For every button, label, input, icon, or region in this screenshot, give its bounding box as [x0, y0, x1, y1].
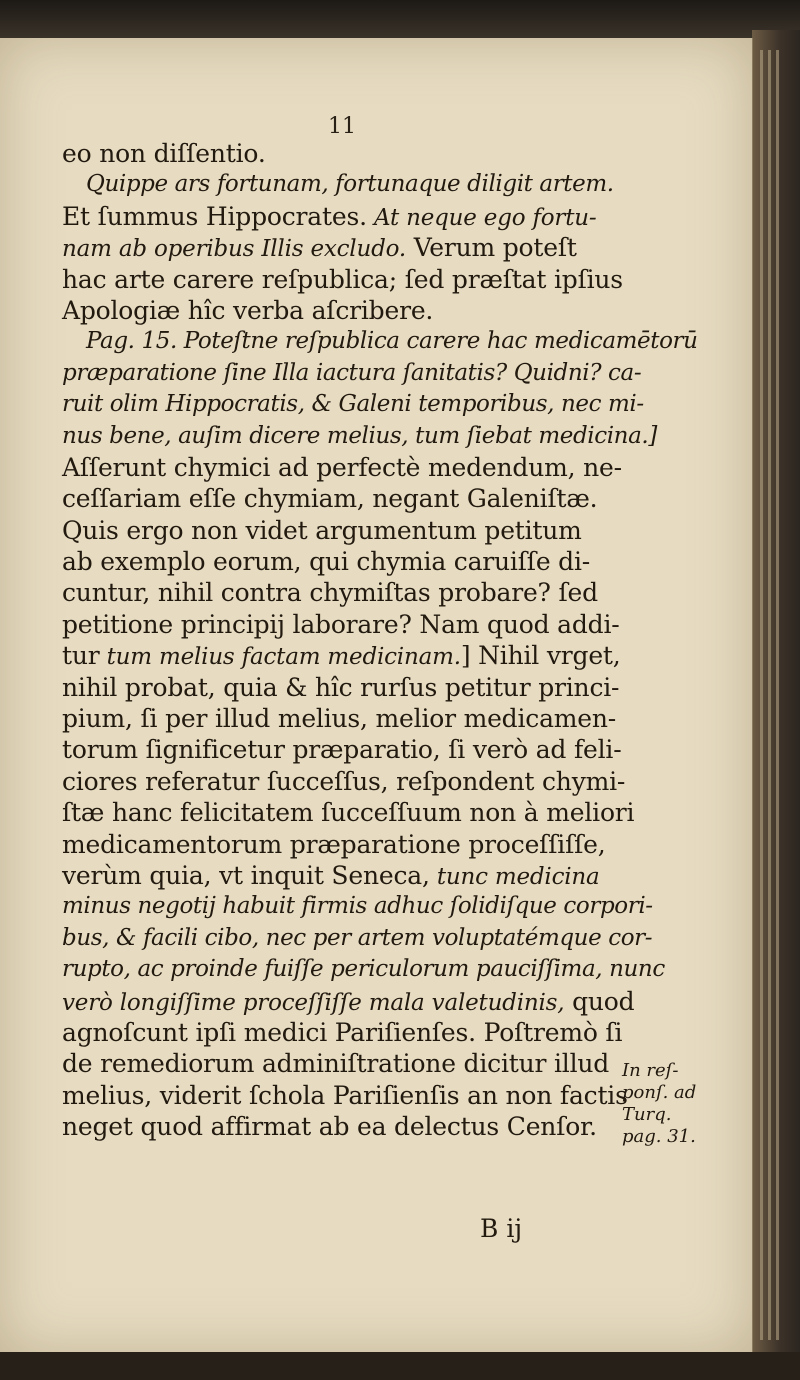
- text-line: ab exemplo eorum, qui chymia caruiſſe di-: [62, 547, 591, 577]
- scan-top-band: [0, 0, 800, 40]
- marginal-note-line: pag. 31.: [622, 1126, 696, 1147]
- text-line: torum ſignificetur præparatio, ſi verò ad feli-: [62, 735, 622, 765]
- text-line: pium, ſi per illud melius, melior medicamen-: [62, 704, 617, 734]
- text-line: Aſſerunt chymici ad perfectè medendum, ne-: [62, 452, 622, 482]
- text-line: Pag. 15. Poteſtne reſpublica carere hac medicamētorū: [86, 328, 698, 355]
- marginal-note-line: In reſ-: [622, 1060, 679, 1081]
- text-line: melius, viderit ſchola Pariſienſis an non factis: [62, 1080, 628, 1110]
- text-line: minus negotij habuit firmis adhuc ſolidiſque corpori-: [62, 893, 653, 920]
- text-line: eo non diſſentio.: [62, 139, 266, 168]
- signature-mark: B ij: [480, 1214, 523, 1243]
- text-line: nihil probat, quia & hîc rurſus petitur princi-: [62, 672, 620, 702]
- text-line: medicamentorum præparatione proceſſiſſe,: [62, 829, 606, 859]
- text-line: Apologiæ hîc verba aſcribere.: [62, 295, 434, 325]
- text-line: ceſſariam eſſe chymiam, negant Galeniſtæ.: [62, 484, 598, 514]
- text-line: neget quod affirmat ab ea delectus Cenſor.: [62, 1112, 597, 1142]
- text-line: nus bene, auſim dicere melius, tum ſiebat medicina.]: [62, 422, 657, 449]
- text-line: verùm quia, vt inquit Seneca, tunc medicina: [62, 860, 600, 890]
- page-number: 11: [328, 114, 356, 139]
- text-line: Quippe ars fortunam, fortunaque diligit artem.: [86, 171, 614, 198]
- book-page-edge: [752, 30, 800, 1360]
- text-line: tur tum melius factam medicinam.] Nihil vrget,: [62, 641, 621, 671]
- marginal-note: [622, 1060, 722, 1148]
- text-line: bus, & facili cibo, nec per artem voluptatémque cor-: [62, 924, 653, 951]
- text-line: verò longiſſime proceſſiſſe mala valetudinis, quod: [62, 986, 635, 1016]
- text-line: cuntur, nihil contra chymiſtas probare? ſed: [62, 578, 598, 608]
- text-line: ruit olim Hippocratis, & Galeni temporibus, nec mi-: [62, 391, 644, 418]
- text-line: ciores referatur ſucceſſus, reſpondent chymi-: [62, 766, 626, 796]
- text-line: de remediorum adminiſtratione dicitur illud: [62, 1049, 610, 1079]
- marginal-note-line: Turq.: [622, 1104, 672, 1125]
- marginal-note-line: ponſ. ad: [622, 1082, 697, 1103]
- text-line: nam ab operibus Illis excludo. Verum poteſt: [62, 233, 577, 263]
- text-line: hac arte carere reſpublica; ſed præſtat ipſius: [62, 264, 623, 294]
- text-line: præparatione ſine Illa iactura ſanitatis? Quidni? ca-: [62, 359, 642, 386]
- text-line: ſtæ hanc felicitatem ſucceſſuum non à meliori: [62, 798, 635, 828]
- text-line: Et ſummus Hippocrates. At neque ego fortu-: [62, 201, 597, 231]
- text-line: Quis ergo non videt argumentum petitum: [62, 515, 582, 545]
- scan-bottom-band: [0, 1352, 800, 1380]
- text-line: rupto, ac proinde fuiſſe periculorum pauciſſima, nunc: [62, 956, 665, 983]
- text-line: petitione principij laborare? Nam quod addi-: [62, 609, 620, 639]
- text-line: agnoſcunt ipſi medici Pariſienſes. Poſtremò ſi: [62, 1017, 623, 1047]
